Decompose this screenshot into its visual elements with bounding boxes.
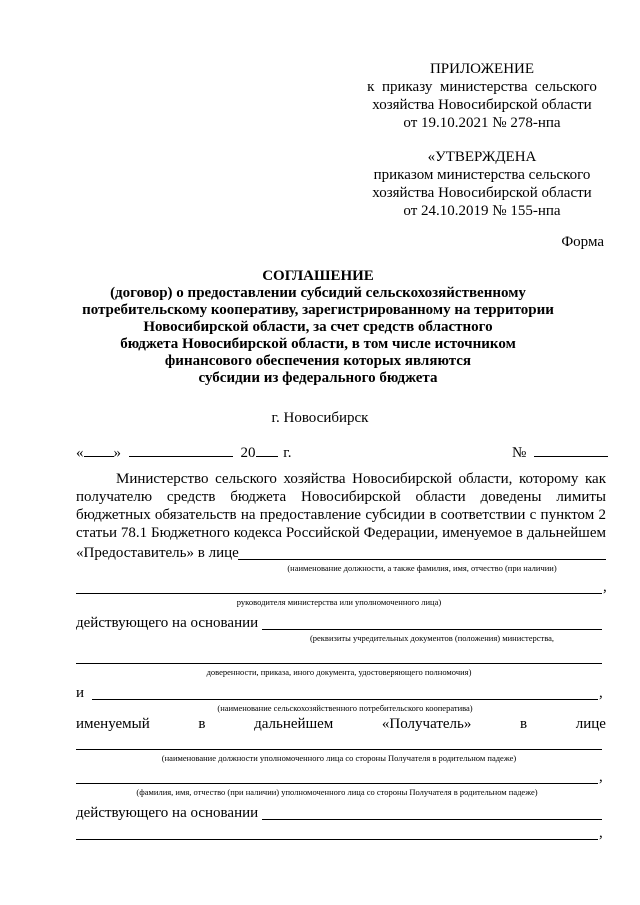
hint-recipient-position: (наименование должности уполномоченного лица со стороны Получателя в родительном падеже) (161, 753, 517, 763)
year-prefix: 20 (240, 445, 256, 461)
comma: , (599, 825, 603, 841)
hint-provider-person: (наименование должности, а также фамилия, имя, отчество (при наличии) (287, 563, 557, 573)
provider-basis-field-2[interactable] (76, 663, 602, 664)
recipient-word: лице (575, 716, 606, 732)
month-field[interactable] (129, 442, 233, 457)
city-label: г. Новосибирск (271, 410, 369, 426)
title-line: бюджета Новосибирской области, в том числе источником (120, 336, 516, 352)
hint-recipient-person: (фамилия, имя, отчество (при наличии) уполномоченного лица со стороны Получателя в родительном падеже) (136, 787, 538, 797)
quote-close: » (113, 445, 121, 461)
date-line (76, 442, 291, 462)
appendix-line: хозяйства Новосибирской области (372, 97, 592, 113)
title-line: финансового обеспечения которых являются (164, 353, 472, 369)
title-line: (договор) о предоставлении субсидий сельскохозяйственному (110, 285, 526, 301)
form-label: Форма (561, 234, 604, 250)
recipient-naming-line (76, 716, 606, 733)
recipient-basis-field[interactable] (262, 819, 602, 820)
provider-basis-field[interactable] (262, 629, 602, 630)
recipient-word: в (520, 716, 528, 732)
recipient-word: именуемый (76, 716, 150, 732)
recipient-basis-field-2[interactable] (76, 839, 598, 840)
number-field[interactable] (534, 442, 608, 457)
title-line: субсидии из федерального бюджета (198, 370, 438, 386)
approved-block (362, 148, 602, 220)
number-label: № (512, 445, 527, 461)
and-label: и (76, 685, 85, 701)
paragraph-line: Министерство сельского хозяйства Новосибирской области, которому как (116, 471, 606, 487)
provider-prefix: «Предоставитель» в лице (76, 545, 239, 561)
paragraph-line: бюджетных обязательств на предоставление субсидии в соответствии с пунктом 2 (76, 507, 606, 523)
appendix-line: к приказу министерства сельского (367, 79, 597, 95)
title-line: СОГЛАШЕНИЕ (262, 268, 374, 284)
recipient-position-field[interactable] (76, 749, 602, 750)
comma: , (603, 579, 607, 595)
year-suffix: г. (283, 445, 292, 461)
preamble-paragraph (76, 470, 606, 542)
paragraph-line: получателю средств бюджета Новосибирской области доведены лимиты (76, 489, 606, 505)
appendix-line: ПРИЛОЖЕНИЕ (429, 61, 535, 77)
acting-basis-label-2: действующего на основании (76, 805, 259, 821)
document-title (60, 268, 576, 387)
appendix-block (362, 60, 602, 132)
approved-line: «УТВЕРЖДЕНА (427, 149, 537, 165)
provider-person-field-2[interactable] (76, 593, 602, 594)
provider-person-field[interactable] (238, 559, 606, 560)
year-field[interactable] (256, 442, 278, 457)
paragraph-line: статьи 78.1 Бюджетного кодекса Российской Федерации, именуемое в дальнейшем (76, 525, 606, 541)
approved-line: хозяйства Новосибирской области (372, 185, 592, 201)
title-line: потребительскому кооперативу, зарегистрированному на территории (82, 302, 554, 318)
recipient-word: «Получатель» (381, 716, 472, 732)
hint-provider-basis: (реквизиты учредительных документов (положения) министерства, (309, 633, 555, 643)
recipient-name-field[interactable] (92, 699, 598, 700)
approved-line: от 24.10.2019 № 155-нпа (403, 203, 561, 219)
hint-provider-head: руководителя министерства или уполномоченного лица) (236, 597, 442, 607)
recipient-person-field[interactable] (76, 783, 598, 784)
comma: , (599, 769, 603, 785)
recipient-word: дальнейшем (254, 716, 334, 732)
day-field[interactable] (84, 442, 114, 457)
acting-basis-label: действующего на основании (76, 615, 259, 631)
recipient-word: в (198, 716, 206, 732)
approved-line: приказом министерства сельского (373, 167, 591, 183)
appendix-line: от 19.10.2021 № 278-нпа (403, 115, 561, 131)
hint-provider-power: доверенности, приказа, иного документа, удостоверяющего полномочия) (206, 667, 472, 677)
comma: , (599, 685, 603, 701)
hint-recipient-name: (наименование сельскохозяйственного потребительского кооператива) (217, 703, 473, 713)
title-line: Новосибирской области, за счет средств областного (143, 319, 493, 335)
quote-open: « (76, 445, 84, 461)
number-line (512, 442, 608, 462)
